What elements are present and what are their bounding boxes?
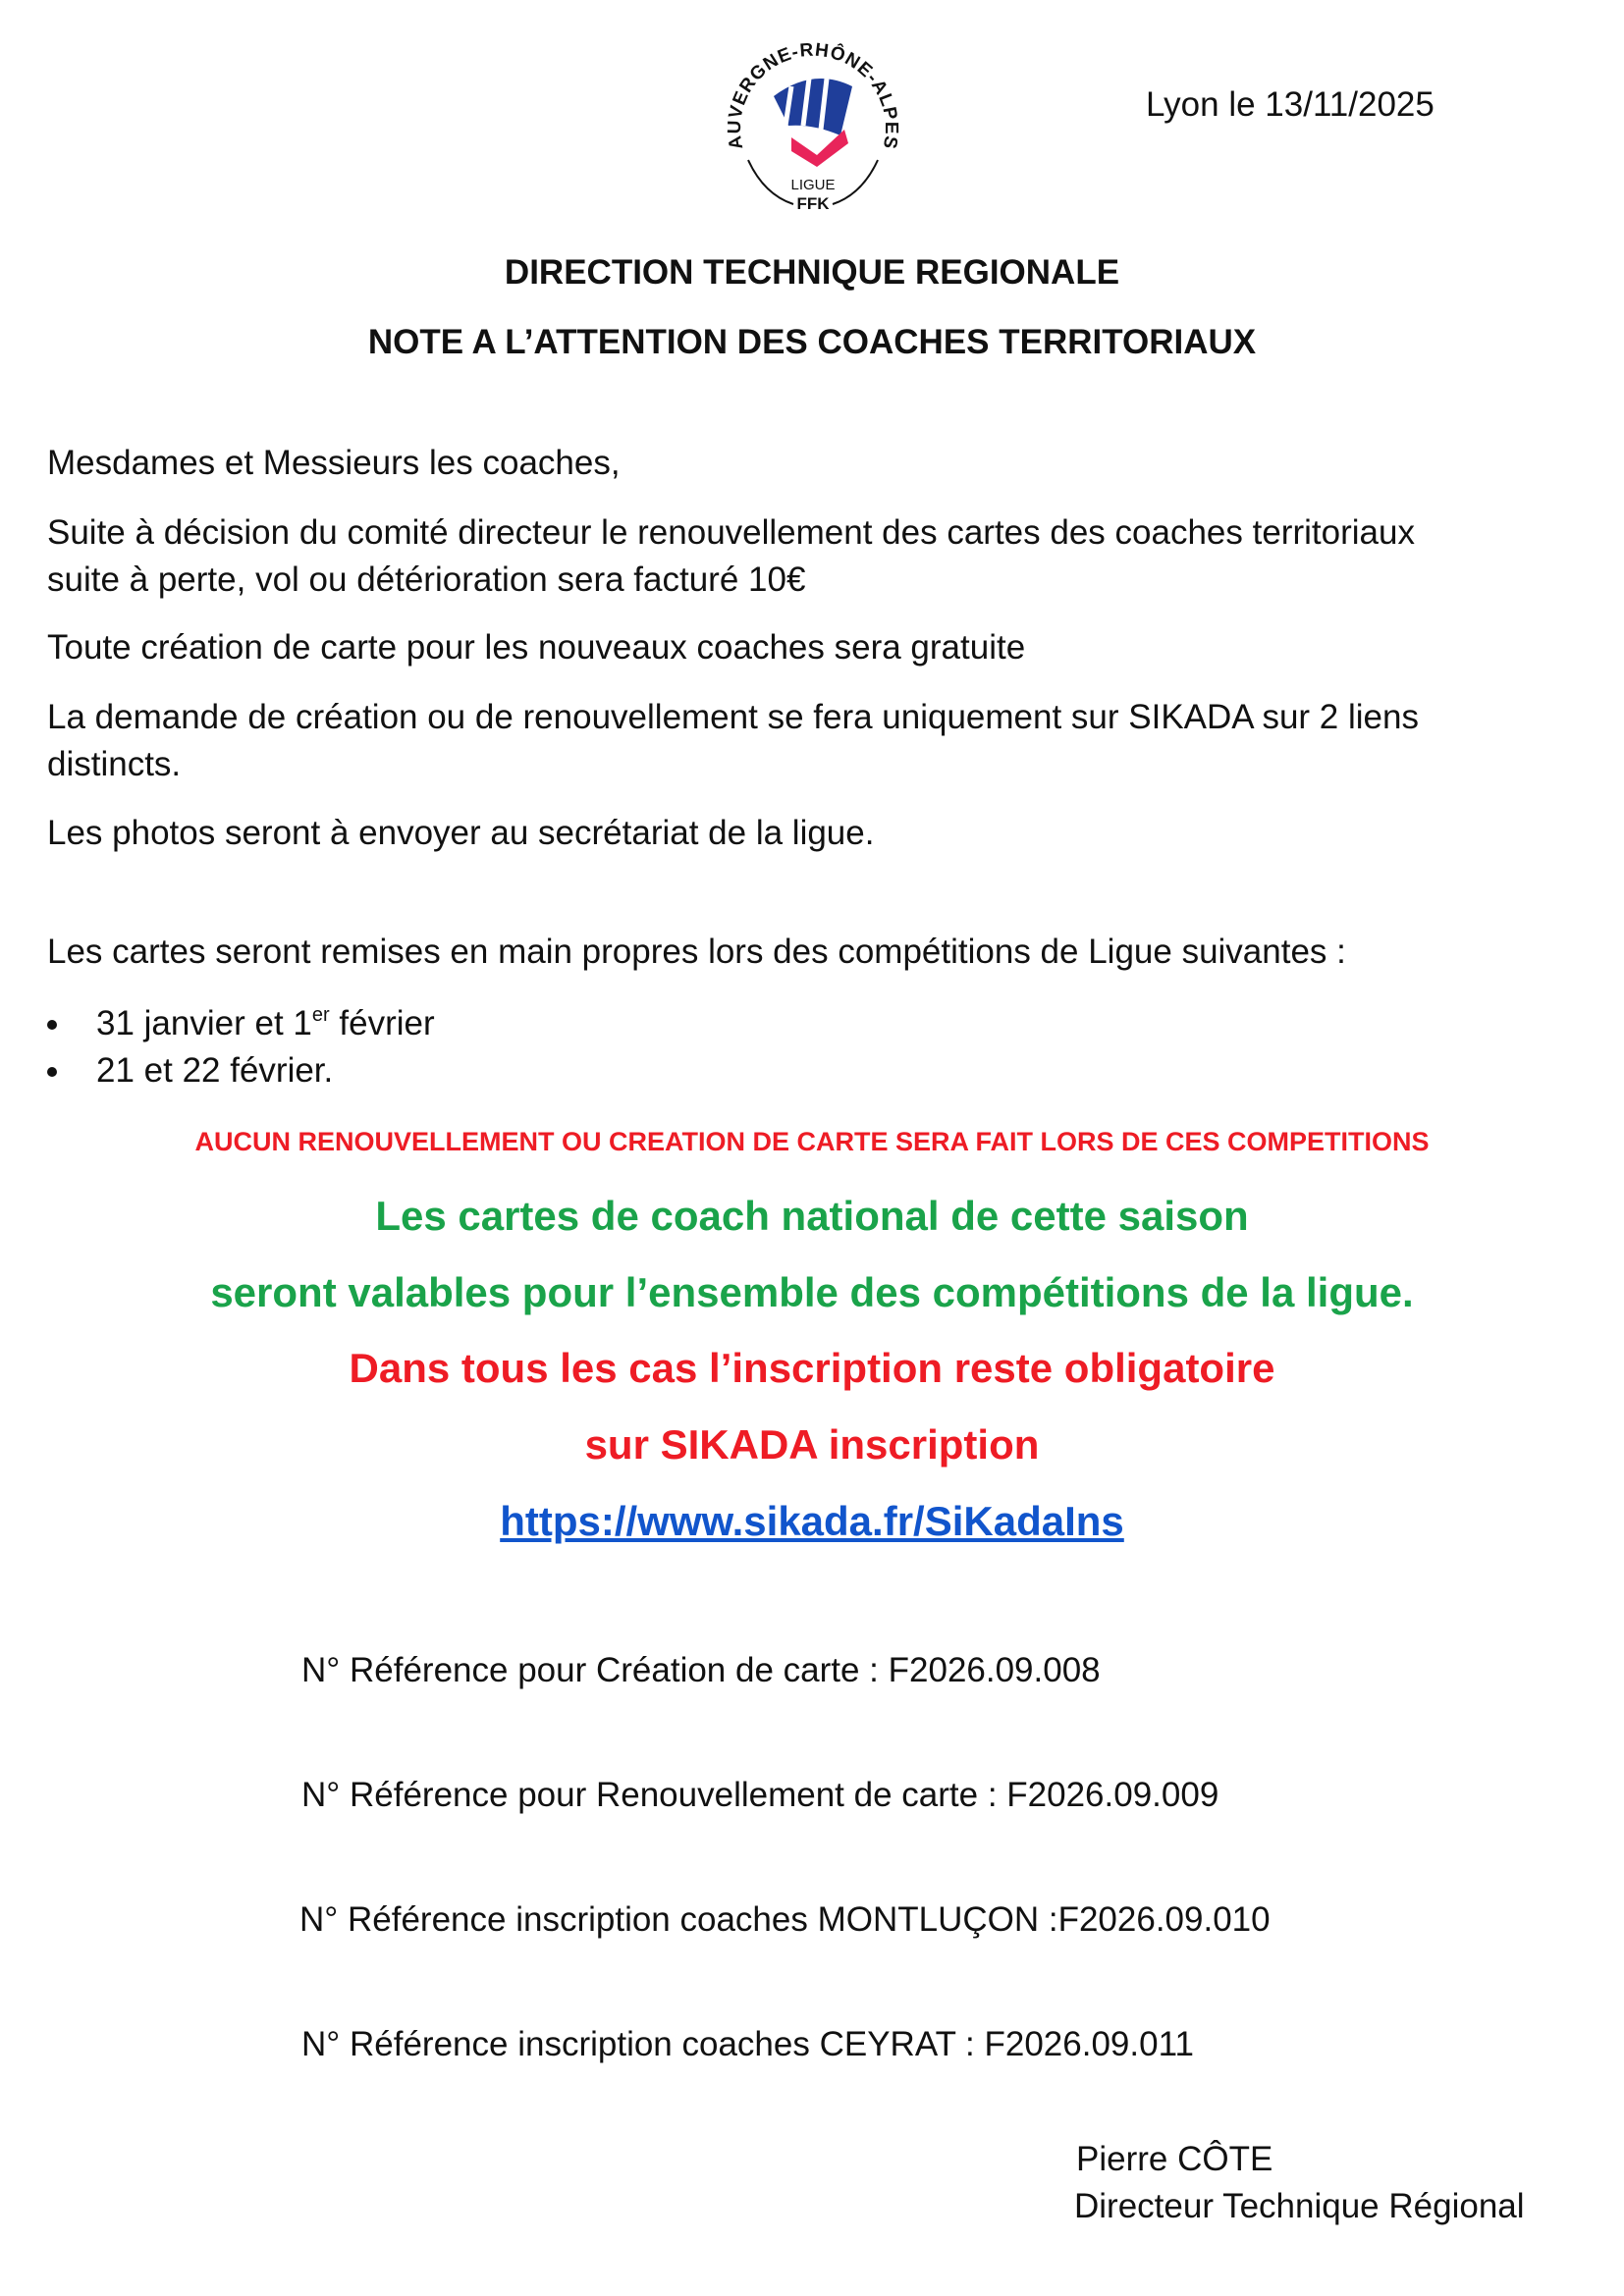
heading-note: NOTE A L’ATTENTION DES COACHES TERRITORIAUX <box>367 323 1257 361</box>
list-item <box>96 1003 435 1044</box>
paragraph-demande-1: La demande de création ou de renouvellement se fera uniquement sur SIKADA sur 2 liens <box>47 698 1419 736</box>
list-item <box>96 1050 333 1092</box>
paragraph-decision-2: suite à perte, vol ou détérioration sera facturé 10€ <box>47 561 806 599</box>
signature-title: Directeur Technique Régional <box>1074 2187 1525 2225</box>
reference-renouvellement: N° Référence pour Renouvellement de carte : F2026.09.009 <box>301 1776 1219 1814</box>
reference-creation: N° Référence pour Création de carte : F2026.09.008 <box>301 1651 1101 1689</box>
red-line-1: Dans tous les cas l’inscription reste obligatoire <box>349 1345 1275 1391</box>
bullet-text: 31 janvier et 1 <box>96 1004 312 1042</box>
paragraph-decision-1: Suite à décision du comité directeur le renouvellement des cartes des coaches territoriaux <box>47 513 1415 552</box>
warning-text: AUCUN RENOUVELLEMENT OU CREATION DE CARTE SERA FAIT LORS DE CES COMPETITIONS <box>194 1127 1430 1156</box>
logo-ffk: FFK <box>796 194 830 213</box>
paragraph-creation: Toute création de carte pour les nouveaux coaches sera gratuite <box>47 628 1026 667</box>
heading-direction: DIRECTION TECHNIQUE REGIONALE <box>504 253 1120 292</box>
paragraph-remise: Les cartes seront remises en main propres lors des compétitions de Ligue suivantes : <box>47 933 1346 971</box>
bullet-text-post: février <box>329 1004 435 1042</box>
paragraph-photos: Les photos seront à envoyer au secrétariat de la ligue. <box>47 814 875 852</box>
green-line-2: seront valables pour l’ensemble des compétitions de la ligue. <box>210 1269 1414 1315</box>
green-line-1: Les cartes de coach national de cette saison <box>375 1193 1249 1239</box>
red-line-2: sur SIKADA inscription <box>584 1421 1040 1468</box>
bullet-text: 21 et 22 février. <box>96 1051 334 1090</box>
logo-ligue: LIGUE <box>790 177 836 193</box>
salutation: Mesdames et Messieurs les coaches, <box>47 444 621 482</box>
sikada-link[interactable]: https://www.sikada.fr/SiKadaIns <box>500 1498 1124 1544</box>
reference-ceyrat: N° Référence inscription coaches CEYRAT : F2026.09.011 <box>301 2025 1194 2063</box>
paragraph-demande-2: distincts. <box>47 745 182 783</box>
bullet-sup: er <box>311 1004 330 1026</box>
signature-name: Pierre CÔTE <box>1076 2140 1273 2178</box>
ligue-logo <box>715 27 911 219</box>
date-line: Lyon le 13/11/2025 <box>1146 85 1435 124</box>
logo-arc-text: AUVERGNE-RHÔNE-ALPES <box>724 39 902 152</box>
reference-montlucon: N° Référence inscription coaches MONTLUÇON :F2026.09.010 <box>299 1900 1271 1939</box>
